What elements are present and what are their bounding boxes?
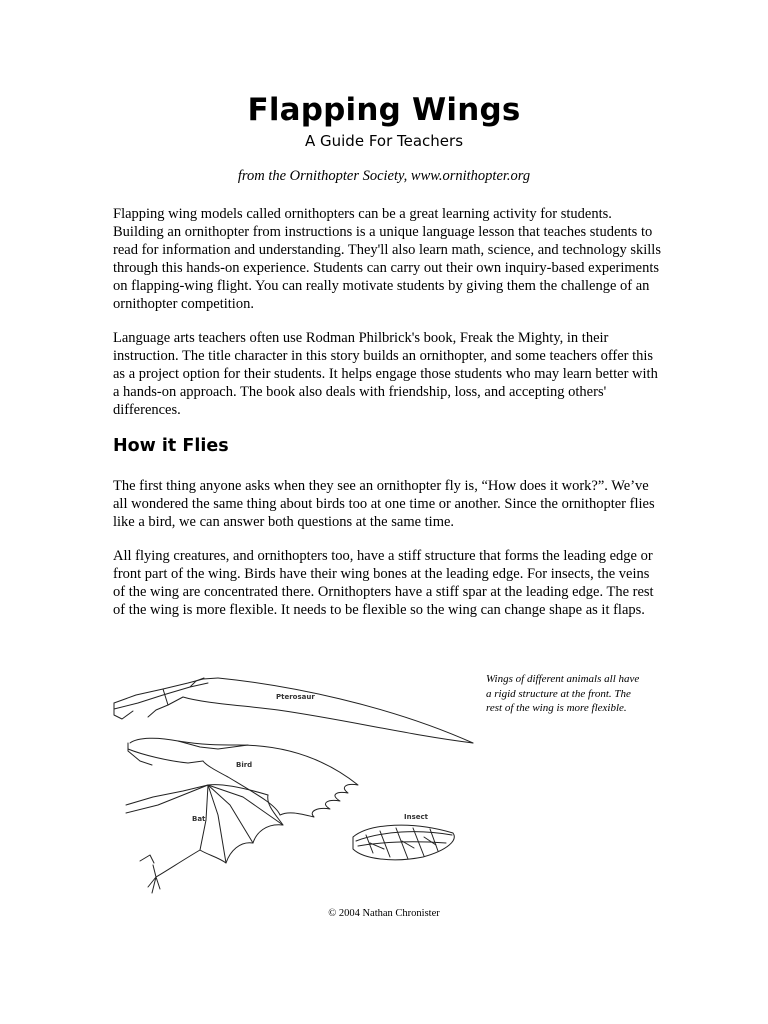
pterosaur-label: Pterosaur	[276, 693, 315, 701]
bird-wing-drawing	[128, 738, 358, 817]
insect-wing-drawing	[353, 825, 454, 860]
bird-label: Bird	[236, 761, 253, 769]
intro-paragraph-2: Language arts teachers often use Rodman Philbrick's book, Freak the Mighty, in their instruction. The title character in this story builds an ornithopter, and some teachers offer this as a project option for their students. It helps engage those students who may learn better with a hands-on approach. The book also deals with friendship, loss, and accepting others' differences.	[113, 330, 658, 418]
wing-comparison-illustration	[108, 665, 478, 900]
figure-caption: Wings of different animals all have a rigid structure at the front. The rest of the wing is more flexible.	[486, 673, 640, 714]
document-title: Flapping Wings	[247, 92, 521, 128]
section-paragraph-1: The first thing anyone asks when they see an ornithopter fly is, “How does it work?”. We’ve all wondered the same thing about birds too at one time or another. Since the ornithopter flies like a bird, we can answer both questions at the same time.	[113, 478, 655, 530]
intro-paragraph-1: Flapping wing models called ornithopters can be a great learning activity for students. Building an ornithopter from instructions is a unique language lesson that teaches students to read for information and understanding. They'll also learn math, science, and technology skills through this hands-on experience. Students can carry out their own inquiry-based experiments on flapping-wing flight. You can really motivate students by giving them the challenge of an ornithopter competition.	[113, 206, 661, 312]
source-line: from the Ornithopter Society, www.ornithopter.org	[237, 168, 531, 184]
figure-credit: © 2004 Nathan Chronister	[328, 908, 440, 919]
document-subtitle: A Guide For Teachers	[304, 132, 464, 150]
bat-wing-drawing	[126, 785, 283, 893]
insect-label: Insect	[404, 813, 428, 821]
pterosaur-wing-drawing	[114, 678, 473, 743]
section-heading: How it Flies	[113, 436, 229, 456]
bat-label: Bat	[192, 815, 206, 823]
section-paragraph-2: All flying creatures, and ornithopters too, have a stiff structure that forms the leading edge or front part of the wing. Birds have their wing bones at the leading edge. For insects, the veins of the wing are concentrated there. Ornithopters have a stiff spar at the leading edge. The rest of the wing is more flexible. It needs to be flexible so the wing can change shape as it flaps.	[113, 548, 654, 618]
